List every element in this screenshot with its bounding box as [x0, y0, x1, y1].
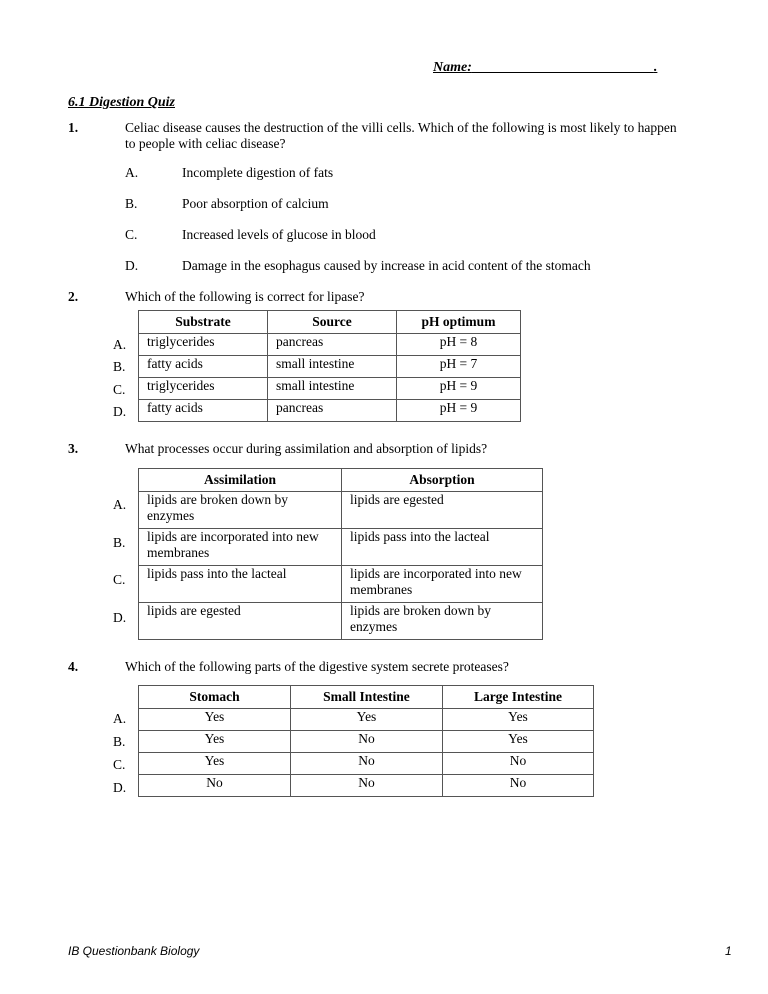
name-label: Name:: [433, 60, 472, 75]
page-number: 1: [725, 944, 732, 958]
cell: No: [139, 775, 291, 797]
row-label: D.: [113, 404, 127, 419]
cell: lipids are egested: [342, 492, 543, 529]
cell: lipids are broken down by enzymes: [342, 603, 543, 640]
cell: lipids are broken down by enzymes: [139, 492, 342, 529]
row-label: A.: [113, 497, 127, 512]
header-ph: pH optimum: [397, 311, 521, 334]
cell: Yes: [139, 731, 291, 753]
cell: lipids are incorporated into new membranes: [139, 529, 342, 566]
cell: Yes: [139, 753, 291, 775]
q1-option-d-letter: D.: [125, 258, 139, 273]
cell: pH = 7: [397, 356, 521, 378]
q1-option-c: Increased levels of glucose in blood: [182, 227, 376, 242]
row-label: B.: [113, 359, 126, 374]
row-label: B.: [113, 734, 126, 749]
row-label: C.: [113, 757, 126, 772]
row-label: D.: [113, 780, 127, 795]
cell: No: [291, 775, 443, 797]
cell: triglycerides: [139, 378, 268, 400]
q1-option-a-letter: A.: [125, 165, 139, 180]
cell: No: [443, 753, 594, 775]
cell: pH = 9: [397, 400, 521, 422]
cell: No: [443, 775, 594, 797]
cell: Yes: [443, 731, 594, 753]
cell: No: [291, 731, 443, 753]
cell: small intestine: [268, 356, 397, 378]
row-label: B.: [113, 535, 126, 550]
q4-table: [138, 685, 594, 797]
question-1-number: 1.: [68, 120, 79, 135]
question-3-text: What processes occur during assimilation and absorption of lipids?: [125, 441, 488, 456]
header-assimilation: Assimilation: [139, 469, 342, 492]
header-small-intestine: Small Intestine: [291, 686, 443, 709]
cell: lipids pass into the lacteal: [342, 529, 543, 566]
name-field[interactable]: [433, 60, 681, 76]
question-2-number: 2.: [68, 289, 79, 304]
q2-table: [138, 310, 521, 422]
cell: lipids are egested: [139, 603, 342, 640]
question-2-text: Which of the following is correct for lipase?: [125, 289, 365, 304]
cell: lipids pass into the lacteal: [139, 566, 342, 603]
question-4-number: 4.: [68, 659, 79, 674]
quiz-title: 6.1 Digestion Quiz: [68, 95, 175, 110]
footer-source: IB Questionbank Biology: [68, 944, 200, 958]
cell: fatty acids: [139, 400, 268, 422]
name-trailer: .: [653, 60, 658, 75]
cell: pancreas: [268, 334, 397, 356]
cell: fatty acids: [139, 356, 268, 378]
header-substrate: Substrate: [139, 311, 268, 334]
question-1-text: Celiac disease causes the destruction of the villi cells. Which of the following is most likely to happen to people with celiac disease?: [125, 120, 677, 151]
q1-option-a: Incomplete digestion of fats: [182, 165, 334, 180]
row-label: C.: [113, 572, 126, 587]
q1-option-c-letter: C.: [125, 227, 138, 242]
cell: pH = 9: [397, 378, 521, 400]
cell: pH = 8: [397, 334, 521, 356]
q1-option-b-letter: B.: [125, 196, 138, 211]
cell: Yes: [139, 709, 291, 731]
q1-option-b: Poor absorption of calcium: [182, 196, 329, 211]
header-stomach: Stomach: [139, 686, 291, 709]
row-label: C.: [113, 382, 126, 397]
cell: triglycerides: [139, 334, 268, 356]
cell: Yes: [291, 709, 443, 731]
cell: pancreas: [268, 400, 397, 422]
row-label: A.: [113, 337, 127, 352]
question-3-number: 3.: [68, 441, 79, 456]
header-large-intestine: Large Intestine: [443, 686, 594, 709]
row-label: A.: [113, 711, 127, 726]
cell: Yes: [443, 709, 594, 731]
q1-option-d: Damage in the esophagus caused by increase in acid content of the stomach: [182, 258, 591, 273]
header-source: Source: [268, 311, 397, 334]
row-label: D.: [113, 610, 127, 625]
header-absorption: Absorption: [342, 469, 543, 492]
cell: small intestine: [268, 378, 397, 400]
question-4-text: Which of the following parts of the digestive system secrete proteases?: [125, 659, 509, 674]
q3-table: [138, 468, 543, 640]
cell: lipids are incorporated into new membranes: [342, 566, 543, 603]
cell: No: [291, 753, 443, 775]
